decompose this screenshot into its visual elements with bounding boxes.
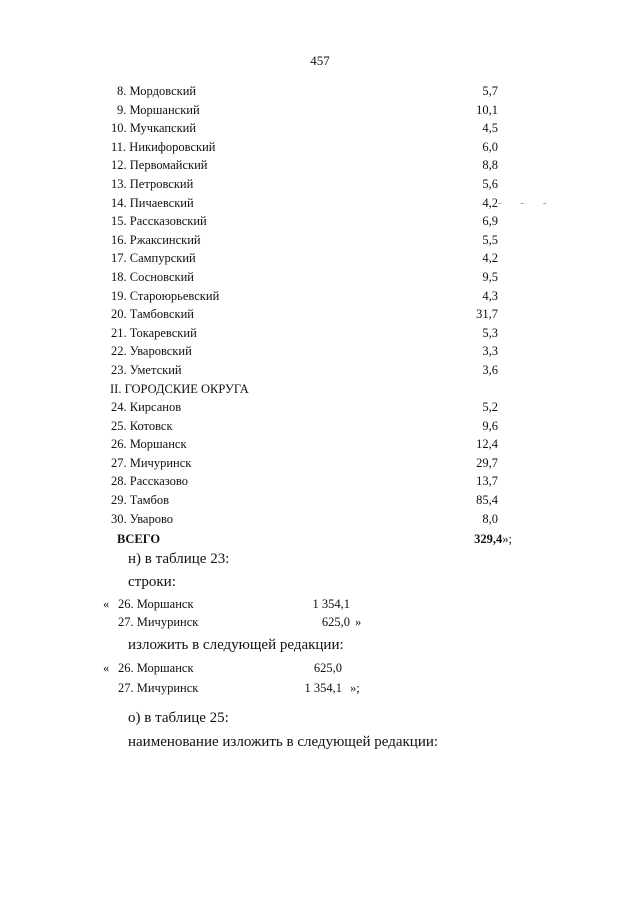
row-name: 20. Тамбовский bbox=[111, 307, 194, 322]
row-value: 3,3 bbox=[482, 344, 498, 359]
table-row bbox=[0, 342, 640, 361]
row-name: 24. Кирсанов bbox=[111, 400, 182, 415]
block2-name: 26. Моршанск bbox=[118, 661, 194, 675]
district-table bbox=[0, 82, 640, 549]
row-value: 9,6 bbox=[482, 418, 498, 433]
row-value: 8,8 bbox=[482, 158, 498, 173]
table-row bbox=[0, 287, 640, 306]
table-row bbox=[0, 101, 640, 120]
paragraph-stroki: строки: bbox=[128, 574, 176, 590]
total-suffix: »; bbox=[502, 532, 512, 547]
block1-name: 27. Мичуринск bbox=[118, 615, 199, 629]
table-row bbox=[0, 472, 640, 491]
row-value: 8,0 bbox=[482, 511, 498, 526]
table-row bbox=[0, 398, 640, 417]
row-value: 13,7 bbox=[476, 474, 498, 489]
total-label: ВСЕГО bbox=[117, 532, 161, 547]
stray-marks: - - - bbox=[498, 197, 555, 209]
row-name: 26. Моршанск bbox=[111, 437, 187, 452]
close-quote: » bbox=[355, 615, 362, 629]
table-row bbox=[0, 305, 640, 324]
row-name: 30. Уварово bbox=[111, 511, 174, 526]
block1-value: 625,0 bbox=[321, 615, 350, 629]
block2-row bbox=[0, 659, 640, 677]
row-value: 9,5 bbox=[482, 269, 498, 284]
total-value-wrap bbox=[474, 530, 512, 549]
row-name: 18. Сосновский bbox=[111, 269, 194, 284]
row-name: 25. Котовск bbox=[111, 418, 173, 433]
row-name: 11. Никифоровский bbox=[111, 139, 216, 154]
row-value: 85,4 bbox=[476, 493, 498, 508]
row-name: 27. Мичуринск bbox=[111, 455, 192, 470]
row-value: 5,2 bbox=[482, 400, 498, 415]
row-value: 4,3 bbox=[482, 288, 498, 303]
row-name: 28. Рассказово bbox=[111, 474, 188, 489]
row-name: 12. Первомайский bbox=[111, 158, 208, 173]
row-value: 6,0 bbox=[482, 139, 498, 154]
open-quote: « bbox=[103, 661, 110, 675]
block2-value: 625,0 bbox=[313, 661, 342, 675]
paragraph-izlozhit: изложить в следующей редакции: bbox=[128, 637, 344, 653]
row-value: 5,6 bbox=[482, 176, 498, 191]
row-name: 19. Староюрьевский bbox=[111, 288, 220, 303]
table-row bbox=[0, 324, 640, 343]
paragraph-naimenovanie: наименование изложить в следующей редакции: bbox=[128, 734, 439, 750]
row-value: 5,7 bbox=[482, 84, 498, 98]
paragraph-o: о) в таблице 25: bbox=[128, 710, 229, 726]
table-row bbox=[0, 510, 640, 529]
row-value: 29,7 bbox=[476, 455, 498, 470]
row-name: 29. Тамбов bbox=[111, 493, 170, 508]
row-name: 15. Рассказовский bbox=[111, 214, 207, 229]
section-heading-row bbox=[0, 380, 640, 399]
table-row bbox=[0, 268, 640, 287]
table-row bbox=[0, 454, 640, 473]
paragraph-n: н) в таблице 23: bbox=[128, 551, 230, 567]
table-row bbox=[0, 82, 640, 101]
table-row bbox=[0, 417, 640, 436]
row-name: 9. Моршанский bbox=[117, 102, 200, 117]
block2-row bbox=[0, 679, 640, 697]
row-name: 13. Петровский bbox=[111, 176, 194, 191]
row-name: 22. Уваровский bbox=[111, 344, 192, 359]
row-name: 23. Уметский bbox=[111, 362, 182, 377]
row-value: 6,9 bbox=[482, 214, 498, 229]
block2-name: 27. Мичуринск bbox=[118, 681, 199, 695]
row-name: 14. Пичаевский bbox=[111, 195, 194, 210]
open-quote: « bbox=[103, 597, 110, 611]
table-row bbox=[0, 361, 640, 380]
block1-row bbox=[0, 595, 640, 613]
row-name: 17. Сампурский bbox=[111, 251, 196, 266]
table-row bbox=[0, 156, 640, 175]
row-name: 10. Мучкапский bbox=[111, 121, 197, 136]
table-row bbox=[0, 175, 640, 194]
table-row bbox=[0, 231, 640, 250]
block1-row bbox=[0, 613, 640, 631]
total-value: 329,4 bbox=[474, 532, 503, 547]
block2-value: 1 354,1 bbox=[304, 681, 342, 695]
block1-value: 1 354,1 bbox=[312, 597, 350, 611]
row-name: 21. Токаревский bbox=[111, 325, 197, 340]
row-value: 5,5 bbox=[482, 232, 498, 247]
row-name: 16. Ржаксинский bbox=[111, 232, 201, 247]
row-value: 4,2 bbox=[482, 195, 498, 210]
table-row bbox=[0, 212, 640, 231]
row-value: 12,4 bbox=[476, 437, 498, 452]
table-row bbox=[0, 119, 640, 138]
row-value: 5,3 bbox=[482, 325, 498, 340]
table-row bbox=[0, 435, 640, 454]
row-value: 3,6 bbox=[482, 362, 498, 377]
row-value: 31,7 bbox=[476, 307, 498, 322]
page-number: 457 bbox=[310, 53, 330, 68]
table-row bbox=[0, 249, 640, 268]
section-heading: II. ГОРОДСКИЕ ОКРУГА bbox=[110, 381, 249, 396]
row-value: 4,2 bbox=[482, 251, 498, 266]
table-row bbox=[0, 491, 640, 510]
row-value: 10,1 bbox=[476, 102, 498, 117]
table-row bbox=[0, 138, 640, 157]
row-value: 4,5 bbox=[482, 121, 498, 136]
total-row bbox=[0, 530, 640, 549]
row-name: 8. Мордовский bbox=[117, 84, 197, 98]
block1-name: 26. Моршанск bbox=[118, 597, 194, 611]
close-quote: »; bbox=[350, 681, 360, 695]
